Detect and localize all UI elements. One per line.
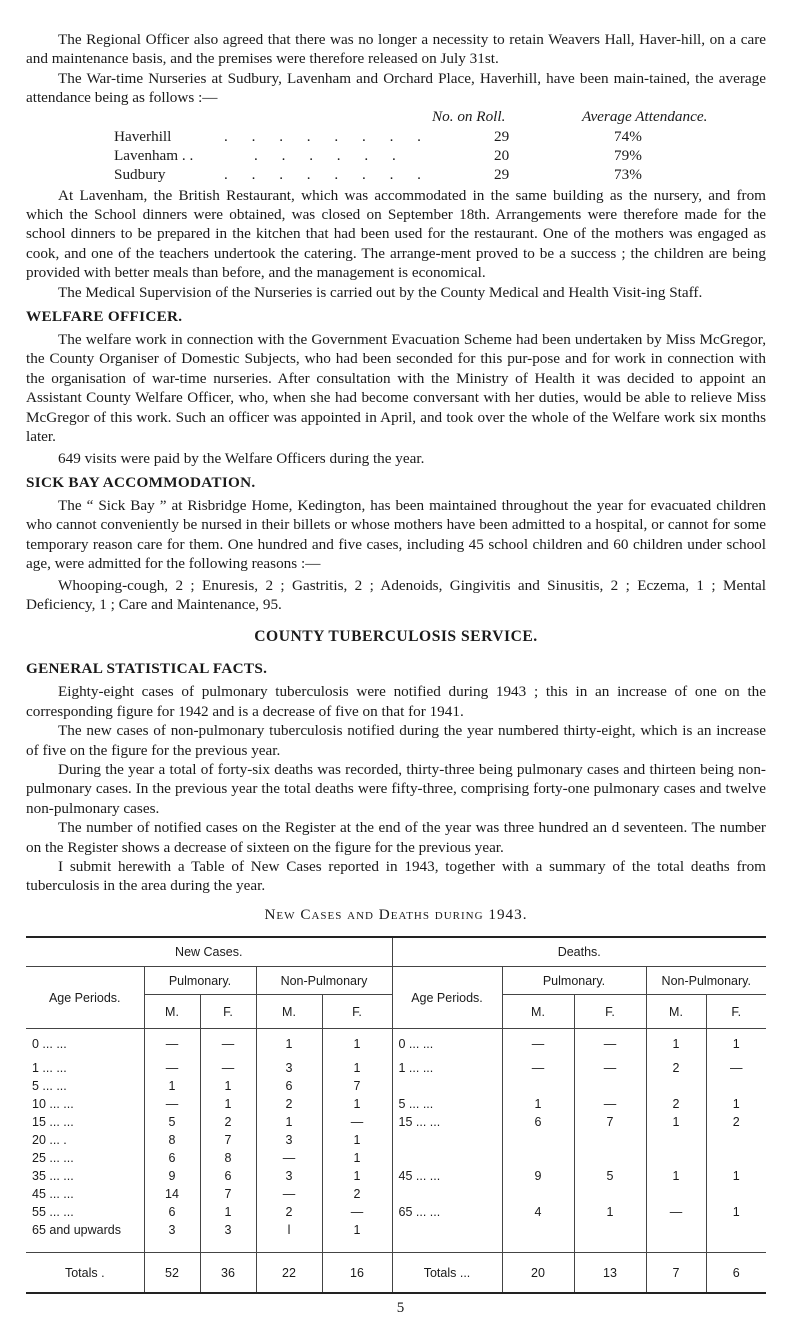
total-new-nonpulm-f: 16 — [322, 1253, 392, 1293]
leader-dots: . . . . . . — [254, 146, 406, 164]
roll-count: 29 — [494, 165, 510, 183]
paragraph-deaths: During the year a total of forty-six deaths was recorded, thirty-three being pulmonary cases and thirteen being non-pulmonary cases. In the previous year the total deaths were fifty-three, comprising forty-one pulmonary cases and twelve non-pulmonary cases. — [26, 760, 766, 817]
page-number: 5 — [396, 1300, 405, 1316]
death-age-periods-header: Age Periods. — [392, 967, 502, 1029]
age-period-cell: 1 ... ... — [32, 1060, 67, 1075]
new-cases-header: New Cases. — [26, 937, 392, 967]
death-pulm-m-cell — [502, 1221, 574, 1239]
new-nonpulm-f-cell: 1 — [322, 1167, 392, 1185]
new-nonpulm-m-cell: 3 — [256, 1131, 322, 1149]
col-m: M. — [502, 995, 574, 1029]
deaths-header: Deaths. — [392, 937, 766, 967]
death-pulm-f-cell: 7 — [574, 1113, 646, 1131]
new-nonpulm-f-cell: — — [322, 1113, 392, 1131]
new-pulm-m-cell: 9 — [144, 1167, 200, 1185]
leader-dots: . . . . . . . . — [224, 165, 431, 183]
town-name: Sudbury — [114, 165, 166, 183]
new-nonpulm-m-cell: — — [256, 1185, 322, 1203]
paragraph-lavenham: At Lavenham, the British Restaurant, which was accommodated in the same building as the nursery, and from which the School dinners were obtained, was closed on September 18th. Arrangements were therefore made for the school dinners to be prepared in the kitchen that had been used for the restaurant. One of the mothers was engaged as cook, and one of the teachers undertook the catering. The arrange-ment proved to be a success ; the children are being provided with better meals than before, and the management is economical. — [26, 186, 766, 282]
death-pulm-f-cell: 1 — [574, 1203, 646, 1221]
paragraph-weavers-hall: The Regional Officer also agreed that there was no longer a necessity to retain Weavers Hall, Haver-hill, on a care and maintenance basis, and the premises were therefore released on July 31st. — [26, 31, 766, 68]
death-pulm-f-cell — [574, 1131, 646, 1149]
new-nonpulm-m-cell: 3 — [256, 1059, 322, 1077]
new-pulm-f-cell: 1 — [200, 1095, 256, 1113]
table-row — [26, 1149, 766, 1167]
new-pulm-m-cell: 3 — [144, 1221, 200, 1239]
death-age-period-cell: 15 ... ... — [392, 1113, 502, 1131]
roll-count: 20 — [494, 146, 510, 164]
new-pulm-f-cell: 1 — [200, 1077, 256, 1095]
death-pulm-m-cell — [502, 1149, 574, 1167]
new-pulm-m-cell: — — [144, 1095, 200, 1113]
new-pulm-m-cell: 6 — [144, 1149, 200, 1167]
paragraph-nurseries: The War-time Nurseries at Sudbury, Lavenham and Orchard Place, Haverhill, have been main-tained, the average attendance being as follows :— — [26, 69, 766, 107]
age-period-cell: 10 ... ... — [32, 1096, 74, 1111]
total-death-pulm-f: 13 — [574, 1253, 646, 1293]
roll-header: No. on Roll. — [432, 107, 506, 125]
death-nonpulm-m-cell — [646, 1149, 706, 1167]
death-pulm-m-cell — [502, 1077, 574, 1095]
new-pulm-f-cell: 3 — [200, 1221, 256, 1239]
death-nonpulm-f-cell: 1 — [706, 1029, 766, 1059]
death-nonpulm-f-cell — [706, 1131, 766, 1149]
new-nonpulm-m-cell: 1 — [256, 1113, 322, 1131]
paragraph-medical-supervision: The Medical Supervision of the Nurseries is carried out by the County Medical and Health Visit-ing Staff. — [58, 283, 703, 301]
new-nonpulm-m-cell: l — [256, 1221, 322, 1239]
col-m: M. — [646, 995, 706, 1029]
new-nonpulm-f-cell: 2 — [322, 1185, 392, 1203]
age-period-cell: 45 ... ... — [32, 1186, 74, 1201]
table-row — [26, 1095, 766, 1113]
age-period-cell: 35 ... ... — [32, 1168, 74, 1183]
death-totals-label: Totals ... — [392, 1253, 502, 1293]
death-age-period-cell — [392, 1221, 502, 1239]
total-death-pulm-m: 20 — [502, 1253, 574, 1293]
table-row — [26, 1167, 766, 1185]
table-row — [26, 1113, 766, 1131]
document-page — [26, 30, 766, 1294]
death-nonpulm-f-cell — [706, 1185, 766, 1203]
death-nonpulm-f-cell: 1 — [706, 1203, 766, 1221]
new-pulm-f-cell: 8 — [200, 1149, 256, 1167]
tuberculosis-table — [26, 936, 766, 1294]
table-row — [26, 1203, 766, 1221]
new-pulm-f-cell: 6 — [200, 1167, 256, 1185]
new-nonpulm-m-cell: 1 — [256, 1029, 322, 1059]
death-nonpulm-f-cell — [706, 1077, 766, 1095]
death-pulm-m-cell: 6 — [502, 1113, 574, 1131]
heading-tuberculosis-service: COUNTY TUBERCULOSIS SERVICE. — [254, 628, 538, 646]
total-death-nonpulm-m: 7 — [646, 1253, 706, 1293]
death-age-period-cell: 45 ... ... — [392, 1167, 502, 1185]
heading-welfare-officer: WELFARE OFFICER. — [26, 308, 183, 326]
age-period-cell: 25 ... ... — [32, 1150, 74, 1165]
paragraph-welfare-work: The welfare work in connection with the Government Evacuation Scheme had been undertaken by Miss McGregor, the County Organiser of Domestic Subjects, who had been seconded for this pur-pose and for work in connection with the organisation of war-time nurseries. After consultation with the Ministry of Health it was decided to appoint an Assistant County Welfare Officer, who, when she had become conversant with her duties, would be able to relieve Miss McGregor of this work. Such an officer was appointed in April, and took over the whole of the Welfare work six months later. — [26, 331, 766, 446]
death-nonpulm-f-cell: 1 — [706, 1095, 766, 1113]
death-nonpulm-m-cell: 1 — [646, 1167, 706, 1185]
death-age-period-cell — [392, 1185, 502, 1203]
new-nonpulm-f-cell: 1 — [322, 1149, 392, 1167]
new-pulm-m-cell: 6 — [144, 1203, 200, 1221]
age-period-cell: 65 and upwards — [32, 1222, 121, 1237]
death-pulm-f-cell: — — [574, 1095, 646, 1113]
total-death-nonpulm-f: 6 — [706, 1253, 766, 1293]
death-nonpulm-m-cell: 1 — [646, 1113, 706, 1131]
new-non-pulmonary-header: Non-Pulmonary — [256, 967, 392, 995]
paragraph-visits: 649 visits were paid by the Welfare Officers during the year. — [58, 449, 425, 467]
death-pulm-m-cell: — — [502, 1029, 574, 1059]
new-nonpulm-m-cell: 6 — [256, 1077, 322, 1095]
town-name: Haverhill — [114, 127, 172, 145]
table-row — [26, 1185, 766, 1203]
death-non-pulmonary-header: Non-Pulmonary. — [646, 967, 766, 995]
death-nonpulm-f-cell: 1 — [706, 1167, 766, 1185]
paragraph-register: The number of notified cases on the Register at the end of the year was three hundred an d seventeen. The number on the Register shows a decrease of sixteen on the figure for the previous year. — [26, 819, 766, 856]
death-nonpulm-m-cell: 2 — [646, 1095, 706, 1113]
death-nonpulm-f-cell — [706, 1149, 766, 1167]
new-pulm-f-cell: 2 — [200, 1113, 256, 1131]
new-nonpulm-f-cell: 1 — [322, 1059, 392, 1077]
new-pulm-f-cell: 7 — [200, 1131, 256, 1149]
new-pulm-f-cell: — — [200, 1029, 256, 1059]
death-nonpulm-f-cell — [706, 1221, 766, 1239]
new-nonpulm-m-cell: 2 — [256, 1203, 322, 1221]
age-period-cell: 55 ... ... — [32, 1204, 74, 1219]
death-nonpulm-m-cell — [646, 1077, 706, 1095]
death-age-period-cell: 65 ... ... — [392, 1203, 502, 1221]
age-period-cell: 0 ... ... — [32, 1037, 67, 1052]
total-new-nonpulm-m: 22 — [256, 1253, 322, 1293]
total-new-pulm-f: 36 — [200, 1253, 256, 1293]
death-age-period-cell — [392, 1131, 502, 1149]
avg-attendance-header: Average Attendance. — [582, 107, 708, 125]
death-nonpulm-f-cell: — — [706, 1059, 766, 1077]
death-pulm-f-cell — [574, 1077, 646, 1095]
death-pulm-m-cell — [502, 1185, 574, 1203]
death-nonpulm-m-cell — [646, 1131, 706, 1149]
death-pulm-m-cell: 1 — [502, 1095, 574, 1113]
col-f: F. — [574, 995, 646, 1029]
death-pulm-f-cell — [574, 1221, 646, 1239]
new-nonpulm-f-cell: 1 — [322, 1221, 392, 1239]
death-nonpulm-f-cell: 2 — [706, 1113, 766, 1131]
table-row — [26, 1029, 766, 1059]
death-age-period-cell: 1 ... ... — [392, 1059, 502, 1077]
leader-dots: . . . . . . . . — [224, 127, 431, 145]
death-age-period-cell — [392, 1149, 502, 1167]
table-row — [26, 1131, 766, 1149]
col-f: F. — [322, 995, 392, 1029]
new-pulm-m-cell: 14 — [144, 1185, 200, 1203]
new-nonpulm-f-cell: 7 — [322, 1077, 392, 1095]
new-nonpulm-f-cell: 1 — [322, 1029, 392, 1059]
death-pulm-f-cell: — — [574, 1029, 646, 1059]
col-m: M. — [256, 995, 322, 1029]
death-age-period-cell: 0 ... ... — [392, 1029, 502, 1059]
avg-attendance: 74% — [614, 127, 642, 145]
paragraph-non-pulmonary-cases: The new cases of non-pulmonary tuberculosis notified during the year numbered thirty-eight, which is an increase of five on the figure for the previous year. — [26, 722, 766, 759]
new-nonpulm-m-cell: 2 — [256, 1095, 322, 1113]
total-new-pulm-m: 52 — [144, 1253, 200, 1293]
new-nonpulm-f-cell: 1 — [322, 1095, 392, 1113]
death-pulm-f-cell: — — [574, 1059, 646, 1077]
new-pulmonary-header: Pulmonary. — [144, 967, 256, 995]
new-pulm-m-cell: — — [144, 1059, 200, 1077]
age-periods-header: Age Periods. — [26, 967, 144, 1029]
heading-sick-bay: SICK BAY ACCOMMODATION. — [26, 473, 256, 491]
new-pulm-m-cell: — — [144, 1029, 200, 1059]
roll-count: 29 — [494, 127, 510, 145]
avg-attendance: 79% — [614, 146, 642, 164]
death-pulm-f-cell: 5 — [574, 1167, 646, 1185]
new-pulm-m-cell: 5 — [144, 1113, 200, 1131]
death-pulm-f-cell — [574, 1149, 646, 1167]
age-period-cell: 15 ... ... — [32, 1114, 74, 1129]
paragraph-pulmonary-cases: Eighty-eight cases of pulmonary tuberculosis were notified during 1943 ; this in an increase of one on the corresponding figure for 1942 and is a decrease of five on that for 1941. — [26, 683, 766, 720]
age-period-cell: 5 ... ... — [32, 1078, 67, 1093]
death-age-period-cell: 5 ... ... — [392, 1095, 502, 1113]
death-pulm-f-cell — [574, 1185, 646, 1203]
death-pulm-m-cell — [502, 1131, 574, 1149]
death-nonpulm-m-cell — [646, 1185, 706, 1203]
death-age-period-cell — [392, 1077, 502, 1095]
death-pulmonary-header: Pulmonary. — [502, 967, 646, 995]
death-nonpulm-m-cell: 1 — [646, 1029, 706, 1059]
town-name: Lavenham . . — [114, 146, 194, 164]
new-nonpulm-f-cell: 1 — [322, 1131, 392, 1149]
col-f: F. — [706, 995, 766, 1029]
new-nonpulm-m-cell: 3 — [256, 1167, 322, 1185]
col-m: M. — [144, 995, 200, 1029]
table-row — [26, 1059, 766, 1077]
paragraph-admission-reasons: Whooping-cough, 2 ; Enuresis, 2 ; Gastritis, 2 ; Adenoids, Gingivitis and Sinusitis, 2 ; Eczema, 1 ; Mental Deficiency, 1 ; Care and Maintenance, 95. — [26, 576, 766, 613]
death-pulm-m-cell: 4 — [502, 1203, 574, 1221]
heading-statistical-facts: GENERAL STATISTICAL FACTS. — [26, 660, 268, 678]
new-nonpulm-f-cell: — — [322, 1203, 392, 1221]
death-nonpulm-m-cell — [646, 1221, 706, 1239]
paragraph-sick-bay: The “ Sick Bay ” at Risbridge Home, Kedington, has been maintained throughout the year for evacuated children who cannot conveniently be nursed in their billets or whose mothers have been admitted to a hospital, or cannot for some temporary reason care for them. One hundred and five cases, including 45 school children and 60 children under school age, were admitted for the following reasons :— — [26, 496, 766, 573]
age-period-cell: 20 ... . — [32, 1132, 67, 1147]
death-pulm-m-cell: — — [502, 1059, 574, 1077]
table-title: New Cases and Deaths during 1943. — [264, 905, 528, 923]
new-pulm-m-cell: 8 — [144, 1131, 200, 1149]
new-pulm-f-cell: 7 — [200, 1185, 256, 1203]
new-pulm-f-cell: — — [200, 1059, 256, 1077]
death-nonpulm-m-cell: — — [646, 1203, 706, 1221]
death-pulm-m-cell: 9 — [502, 1167, 574, 1185]
new-pulm-f-cell: 1 — [200, 1203, 256, 1221]
avg-attendance: 73% — [614, 165, 642, 183]
new-pulm-m-cell: 1 — [144, 1077, 200, 1095]
table-row — [26, 1077, 766, 1095]
paragraph-submit-table: I submit herewith a Table of New Cases reported in 1943, together with a summary of the total deaths from tuberculosis in the area during the year. — [26, 858, 766, 895]
death-nonpulm-m-cell: 2 — [646, 1059, 706, 1077]
new-nonpulm-m-cell: — — [256, 1149, 322, 1167]
totals-label: Totals . — [64, 1265, 105, 1280]
table-row — [26, 1221, 766, 1239]
attendance-table — [26, 108, 766, 186]
col-f: F. — [200, 995, 256, 1029]
